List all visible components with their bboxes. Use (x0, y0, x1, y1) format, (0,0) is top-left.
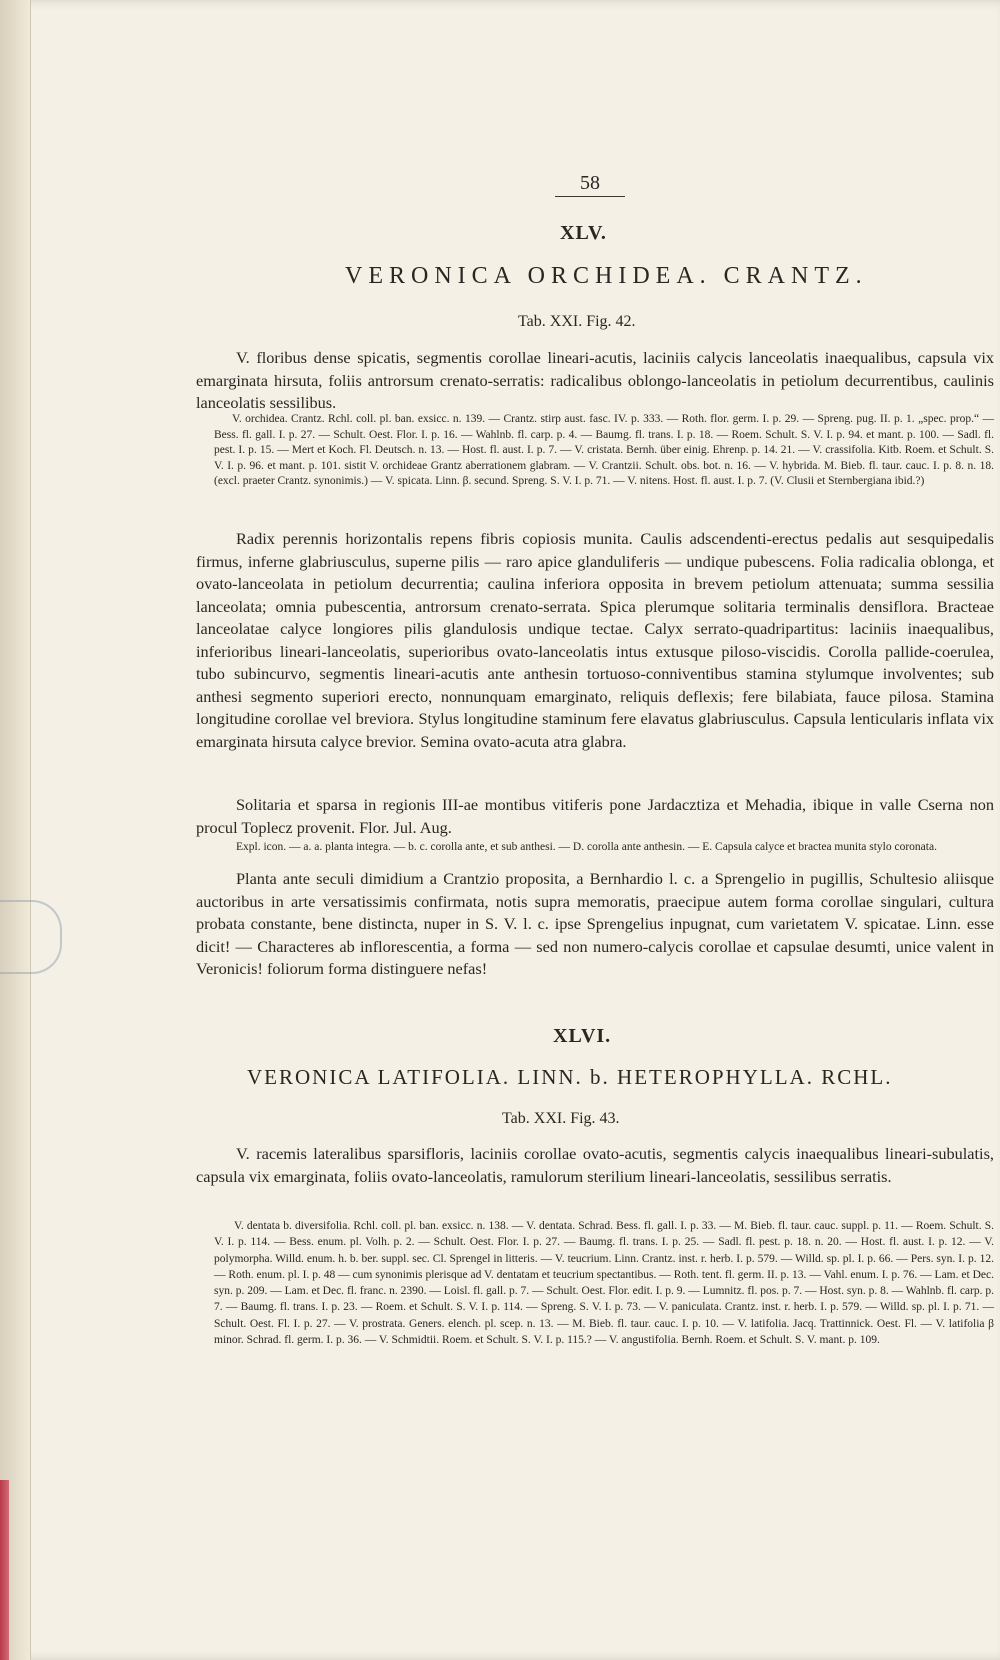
page-edge (0, 0, 31, 1660)
paper-clip-mark (0, 900, 62, 974)
binding-edge (0, 1480, 9, 1660)
section-numeral: XLV. (560, 222, 607, 244)
synonym-list: V. dentata b. diversifolia. Rchl. coll. pl. ban. exsicc. n. 138. — V. dentata. Schrad. Bess. fl. gall. I. p. 33. — M. Bieb. fl. taur. cauc. suppl. p. 11. — Roem. Schult. S. V. I. p. 114. — Bess. enum. pl. Volh. p. 2. — Schult. Oest. Flor. I. p. 27. — Baumg. fl. trans. I. p. 25. — Sadl. fl. pest. p. 18. n. 20. — Host. fl. aust. I. p. 12. — V. polymorpha. Willd. enum. h. b. ber. suppl. sec. Cl. Sprengel in litteris. — V. teucrium. Linn. Crantz. inst. r. herb. I. p. 579. — Willd. sp. pl. I. p. 66. — Pers. syn. I. p. 12. — Roth. enum. pl. I. p. 48 — cum synonimis plerisque ad V. dentatam et teucrium spectantibus. — Roth. tent. fl. germ. II. p. 13. — Vahl. enum. I. p. 76. — Lam. et Dec. syn. p. 209. — Lam. et Dec. fl. franc. n. 2390. — Loisl. fl. gall. p. 7. — Schult. Oest. Flor. edit. I. p. 9. — Lumnitz. fl. pos. p. 7. — Host. syn. p. 8. — Wahlnb. fl. carp. p. 7. — Baumg. fl. trans. I. p. 23. — Roem. et Schult. S. V. I. p. 114. — Spreng. S. V. I. p. 73. — V. paniculata. Crantz. inst. r. herb. I. p. 579. — Willd. sp. pl. I. p. 71. — Schult. Oest. Fl. I. p. 27. — V. prostrata. Geners. elench. pl. scep. n. 13. — M. Bieb. fl. taur. cauc. I. p. 10. — V. latifolia. Jacq. Trattinnick. Oest. Fl. — V. latifolia β minor. Schrad. fl. germ. I. p. 36. — V. Schmidtii. Roem. et Schult. S. V. I. p. 115.? — V. angustifolia. Bernh. Roem. et Schult. S. V. mant. p. 109. (214, 1220, 994, 1347)
icon-explanation: Expl. icon. — a. a. planta integra. — b. c. corolla ante, et sub anthesi. — D. corolla ante anthesin. — E. Capsula calyce et bractea munita stylo coronata. (236, 841, 937, 853)
page-number: 58 (555, 172, 625, 197)
synonym-list: V. orchidea. Crantz. Rchl. coll. pl. ban. exsicc. n. 139. — Crantz. stirp aust. fasc. IV. p. 333. — Roth. flor. germ. I. p. 29. — Spreng. pug. II. p. 1. „spec. prop.“ — Bess. fl. gall. I. p. 27. — Schult. Oest. Flor. I. p. 16. — Wahlnb. fl. carp. p. 4. — Baumg. fl. trans. I. p. 18. — Roem. Schult. S. V. I. p. 94. et mant. p. 100. — Sadl. fl. pest. I. p. 15. — Mert et Koch. Fl. Deutsch. n. 13. — Host. fl. aust. I. p. 7. — V. cristata. Bernh. über einig. Ehrenp. p. 14. 21. — V. crassifolia. Kitb. Roem. et Schult. S. V. I. p. 96. et mant. p. 101. sistit V. orchideae Grantz aberrationem glabram. — V. Crantzii. Schult. obs. bot. n. 16. — V. hybrida. M. Bieb. fl. taur. cauc. I. p. 8. n. 18. (excl. praeter Crantz. synonimis.) — V. spicata. Linn. β. secund. Spreng. S. V. I. p. 71. — V. nitens. Host. fl. aust. I. p. 7. (V. Clusii et Sternbergiana ibid.?) (214, 413, 994, 488)
habitat-text: Solitaria et sparsa in regionis III-ae montibus vitiferis pone Jardacztiza et Mehadia, ibique in valle Cserna non procul Toplecz provenit. Flor. Jul. Aug. (196, 795, 994, 837)
species-heading: VERONICA LATIFOLIA. LINN. b. HETEROPHYLLA. RCHL. (247, 1065, 893, 1089)
diagnosis-text: V. floribus dense spicatis, segmentis corollae lineari-acutis, laciniis calycis lanceolatis inaequalibus, capsula vix emarginata hirsuta, foliis antrorsum crenato-serratis: radicalibus oblongo-lanceolatis in petiolum decurrentibus, caulinis lanceolatis sessilibus. (196, 348, 994, 412)
plate-reference: Tab. XXI. Fig. 43. (502, 1110, 620, 1127)
remarks-text: Planta ante seculi dimidium a Crantzio proposita, a Bernhardio l. c. a Sprengelio in pugillis, Schultesio aliisque auctoribus in arte versatissimis confirmata, notis supra memoratis, praecipue autem forma corollae singulari, cultura probata constante, bene distincta, nuper in S. V. l. c. ipse Sprengelius inpugnat, cum varietatem V. spicatae. Linn. esse dicit! — Characteres ab inflorescentia, a forma — sed non numero-calycis corollae et capsulae desumti, unice valent in Veronicis! foliorum forma distinguere nefas! (196, 869, 994, 978)
plate-reference: Tab. XXI. Fig. 42. (518, 313, 636, 330)
section-numeral: XLVI. (553, 1025, 612, 1047)
description-text: Radix perennis horizontalis repens fibris copiosis munita. Caulis adscendenti-erectus pedalis aut sesquipedalis firmus, inferne glabriusculus, superne pilis — raro apice glanduliferis — undique pubescens. Folia radicalia oblonga, et ovato-lanceolata in petiolum decurrentia; caulina inferiora opposita in brevem petiolum attenuata; summa sessilia lanceolata; omnia pubescentia, antrorsum crenato-serrata. Spica plerumque solitaria terminalis densiflora. Bracteae lanceolatae calyce longiores pilis glandulosis undique tectae. Calyx serrato-quadripartitus: laciniis inaequalibus, inferioribus lineari-lanceolatis, superioribus ovato-lanceolatis intus extusque piloso-viscidis. Corolla pallide-coerulea, tubo subincurvo, segmentis lineari-acutis ante anthesin tortuoso-conniventibus stamina stylumque involventes; sub anthesi segmento superiori erecto, nonnunquam emarginato, reliquis deflexis; fere bilabiata, fauce pilosa. Stamina longitudine corollae vel breviora. Stylus longitudine staminum fere elavatus glabriusculus. Capsula lenticularis inflata vix emarginata hirsuta calyce brevior. Semina ovato-acuta atra glabra. (196, 529, 994, 751)
species-heading: VERONICA ORCHIDEA. CRANTZ. (345, 263, 868, 289)
diagnosis-text: V. racemis lateralibus sparsifloris, laciniis corollae ovato-acutis, segmentis calycis inaequalibus lineari-subulatis, capsula vix emarginata, foliis ovato-lanceolatis, ramulorum sterilium lineari-lanceolatis, sessilibus serratis. (196, 1144, 994, 1186)
